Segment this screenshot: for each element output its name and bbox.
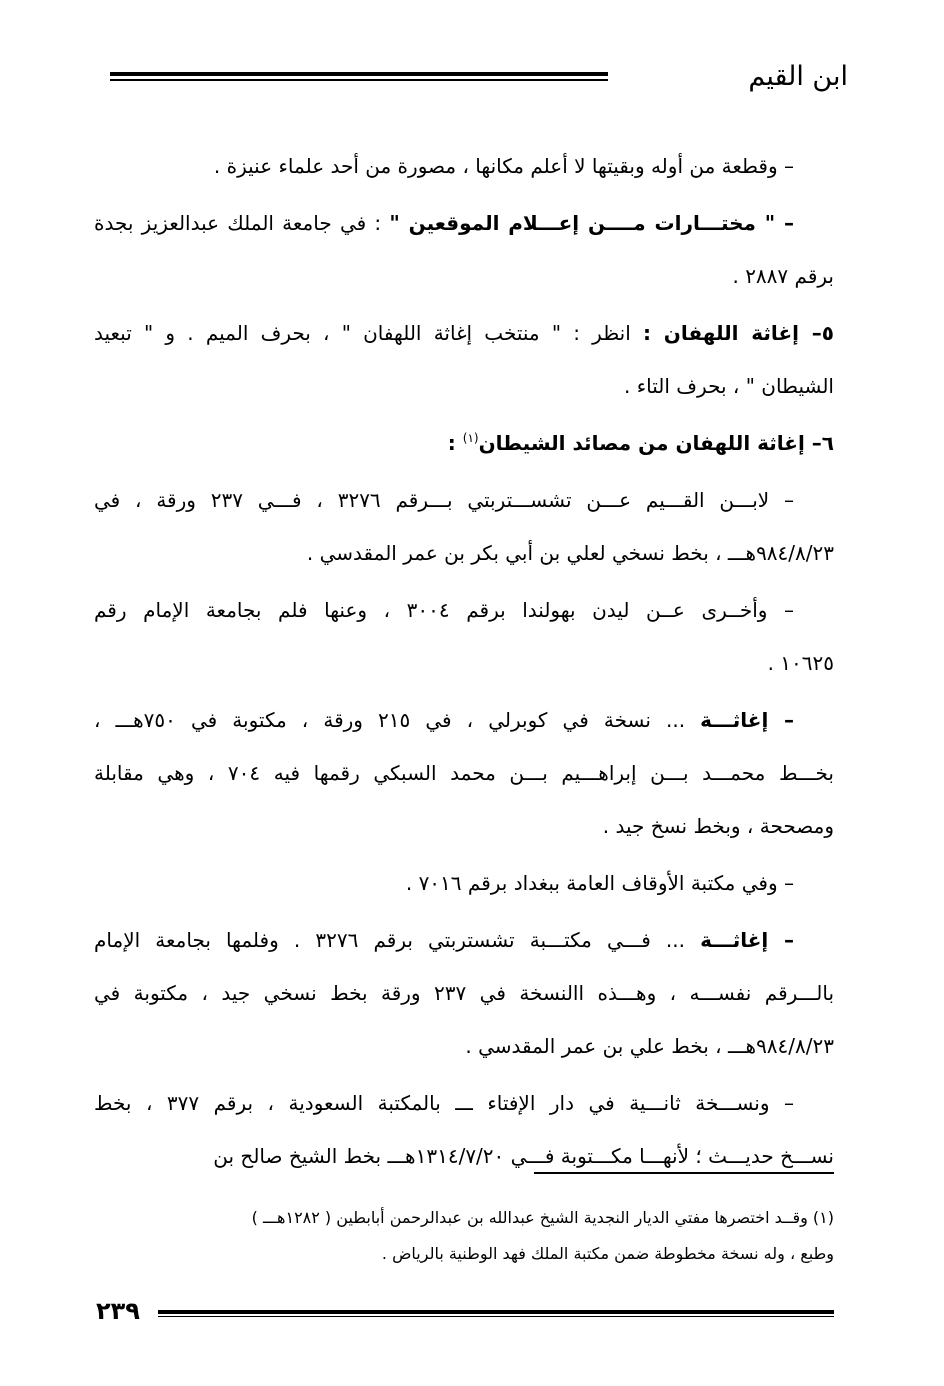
paragraph	[94, 197, 834, 303]
paragraph	[94, 1077, 834, 1183]
text-run: ... فـــي مكتـــبة تشستربتي برقم ٣٢٧٦ . وفلمها بجامعة الإمام	[94, 928, 701, 952]
bold-heading: – إغاثـــة	[700, 928, 795, 952]
footnote-line: وطبع ، وله نسخة مخطوطة ضمن مكتبة الملك فهد الوطنية بالرياض .	[381, 1244, 834, 1263]
text-line	[94, 527, 834, 580]
text-run: – وقطعة من أوله وبقيتها لا أعلم مكانها ، مصورة من أحد علماء عنيزة .	[213, 154, 794, 178]
text-line	[94, 800, 834, 853]
text-line	[94, 140, 834, 193]
bold-heading: ٥– إغاثة اللهفان :	[642, 321, 834, 345]
paragraph	[94, 474, 834, 580]
text-run: ١٠٦٢٥ .	[767, 651, 834, 675]
paragraph	[94, 307, 834, 413]
paragraph	[94, 584, 834, 690]
text-run: بخـــط محمـــد بـــن إبراهـــيم بـــن محمد السبكي رقمها فيه ٧٠٤ ، وهي مقابلة	[94, 761, 834, 785]
text-line	[94, 1130, 834, 1183]
paragraph	[94, 694, 834, 853]
text-run: – وفي مكتبة الأوقاف العامة ببغداد برقم ٧٠١٦ .	[405, 871, 794, 895]
running-header	[110, 60, 848, 100]
bold-heading: – إغاثـــة	[700, 708, 795, 732]
text-line	[94, 1020, 834, 1073]
text-line	[94, 1077, 834, 1130]
text-line	[94, 584, 834, 637]
footnote-line: (١) وقــد اختصرها مفتي الديار النجدية الشيخ عبدالله بن عبدالرحمن أبابطين ( ١٢٨٢هـــ )	[251, 1208, 834, 1227]
footnote-reference[interactable]: (١)	[462, 431, 479, 445]
text-run: – لابـــن القـــيم عـــن تشســـتربتي بـــرقم ٣٢٧٦ ، فـــي ٢٣٧ ورقة ، في	[94, 488, 794, 512]
page-footer	[96, 1296, 834, 1326]
paragraph	[94, 417, 834, 470]
footnote-separator	[534, 1172, 834, 1174]
text-run: ٩٨٤/٨/٢٣هـــ ، بخط نسخي لعلي بن أبي بكر بن عمر المقدسي .	[306, 541, 834, 565]
text-run: انظر : " منتخب إغاثة اللهفان " ، بحرف الميم . و " تبعيد	[94, 321, 643, 345]
text-run: الشيطان " ، بحرف التاء .	[624, 374, 834, 398]
text-run: : في جامعة الملك عبدالعزيز بجدة	[94, 211, 390, 235]
text-line	[94, 197, 834, 250]
text-run: ٩٨٤/٨/٢٣هـــ ، بخط علي بن عمر المقدسي .	[465, 1034, 834, 1058]
footnote	[100, 1200, 834, 1272]
text-run: ومصححة ، وبخط نسخ جيد .	[602, 814, 834, 838]
text-run: ... نسخة في كوبرلي ، في ٢١٥ ورقة ، مكتوبة في ٧٥٠هـــ ،	[94, 708, 701, 732]
text-line	[94, 360, 834, 413]
text-run: نســـخ حديـــث ؛ لأنهـــا مكـــتوبة فـــي ١٣١٤/٧/٢٠هـــ بخط الشيخ صالح بن	[213, 1144, 834, 1168]
text-line	[94, 250, 834, 303]
header-double-rule	[110, 72, 608, 81]
text-line	[94, 747, 834, 800]
text-line	[94, 694, 834, 747]
text-run: – وأخــرى عــن ليدن بهولندا برقم ٣٠٠٤ ، وعنها فلم بجامعة الإمام رقم	[94, 598, 794, 622]
header-title: ابن القيم	[748, 61, 848, 92]
paragraph	[94, 140, 834, 193]
text-run: برقم ٢٨٨٧ .	[732, 264, 834, 288]
text-run: :	[447, 431, 463, 455]
text-line	[94, 967, 834, 1020]
text-line	[94, 857, 834, 910]
text-line	[94, 417, 834, 470]
text-line	[94, 914, 834, 967]
paragraph	[94, 914, 834, 1073]
bold-heading: – " مختـــارات مــــن إعـــلام الموقعين "	[389, 211, 794, 235]
text-run: – ونســـخة ثانـــية في دار الإفتاء ـــ بالمكتبة السعودية ، برقم ٣٧٧ ، بخط	[94, 1091, 794, 1115]
page-number: ٢٣٩	[96, 1297, 140, 1325]
text-run: بالـــرقم نفســـه ، وهـــذه االنسخة في ٢٣٧ ورقة بخط نسخي جيد ، مكتوبة في	[94, 981, 835, 1005]
footer-double-rule	[158, 1310, 834, 1317]
bold-heading: ٦– إغاثة اللهفان من مصائد الشيطان	[478, 431, 834, 455]
text-line	[94, 474, 834, 527]
paragraph	[94, 857, 834, 910]
text-line	[94, 637, 834, 690]
text-line	[94, 307, 834, 360]
body-text	[94, 140, 834, 1187]
